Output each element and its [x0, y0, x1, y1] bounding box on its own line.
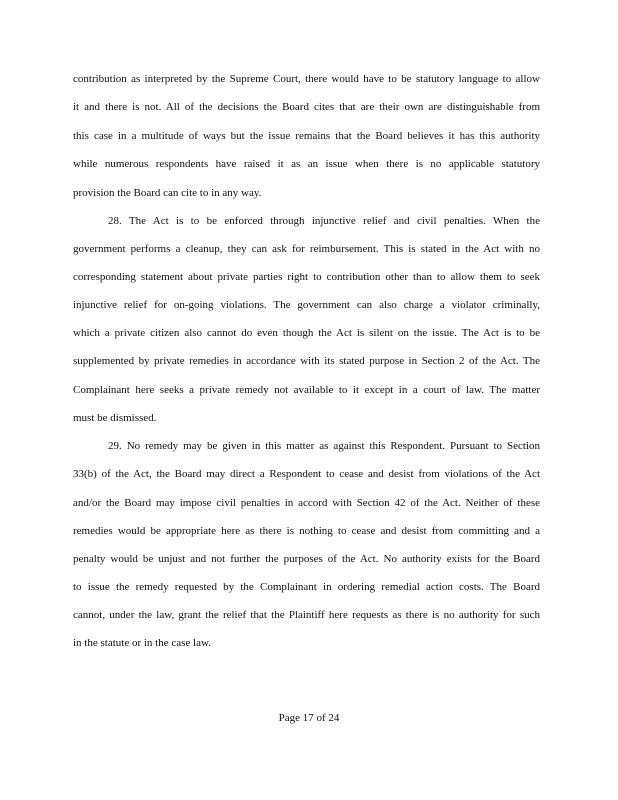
paragraph-29-first-line: 29. No remedy may be given in this matter as against this Respondent. Pursuant to Section [108, 440, 540, 452]
text-line-10: which a private citizen also cannot do even though the Act is silent on the issue. The Act is to be [73, 327, 540, 339]
text-line-16: and/or the Board may impose civil penalties in accord with Section 42 of the Act. Neither of these [73, 497, 540, 509]
page-number-footer: Page 17 of 24 [278, 712, 340, 724]
text-line-18: penalty would be unjust and not further the purposes of the Act. No authority exists for the Board [73, 553, 540, 565]
text-line-19: to issue the remedy requested by the Complainant in ordering remedial action costs. The Board [73, 581, 540, 593]
text-line-2: it and there is not. All of the decisions the Board cites that are their own are distinguishable from [73, 101, 540, 113]
paragraph-28-first-line: 28. The Act is to be enforced through injunctive relief and civil penalties. When the [108, 215, 540, 227]
text-line-20: cannot, under the law, grant the relief that the Plaintiff here requests as there is no authority for such [73, 609, 540, 621]
text-line-17: remedies would be appropriate here as there is nothing to cease and desist from committing and a [73, 525, 540, 537]
text-line-13: must be dismissed. [73, 412, 157, 424]
text-line-12: Complainant here seeks a private remedy not available to it except in a court of law. The matter [73, 384, 540, 396]
text-line-5: provision the Board can cite to in any way. [73, 187, 262, 199]
text-line-4: while numerous respondents have raised it as an issue when there is no applicable statutory [73, 158, 540, 170]
text-line-11: supplemented by private remedies in accordance with its stated purpose in Section 2 of the Act. The [73, 355, 540, 367]
text-line-7: government performs a cleanup, they can ask for reimbursement. This is stated in the Act with no [73, 243, 540, 255]
text-line-15: 33(b) of the Act, the Board may direct a Respondent to cease and desist from violations of the Act [73, 468, 540, 480]
text-line-3: this case in a multitude of ways but the issue remains that the Board believes it has this authority [73, 130, 540, 142]
text-line-8: corresponding statement about private parties right to contribution other than to allow them to seek [73, 271, 540, 283]
text-line-1: contribution as interpreted by the Supreme Court, there would have to be statutory language to allow [73, 73, 540, 85]
text-line-21: in the statute or in the case law. [73, 637, 211, 649]
text-line-9: injunctive relief for on-going violations. The government can also charge a violator criminally, [73, 299, 540, 311]
